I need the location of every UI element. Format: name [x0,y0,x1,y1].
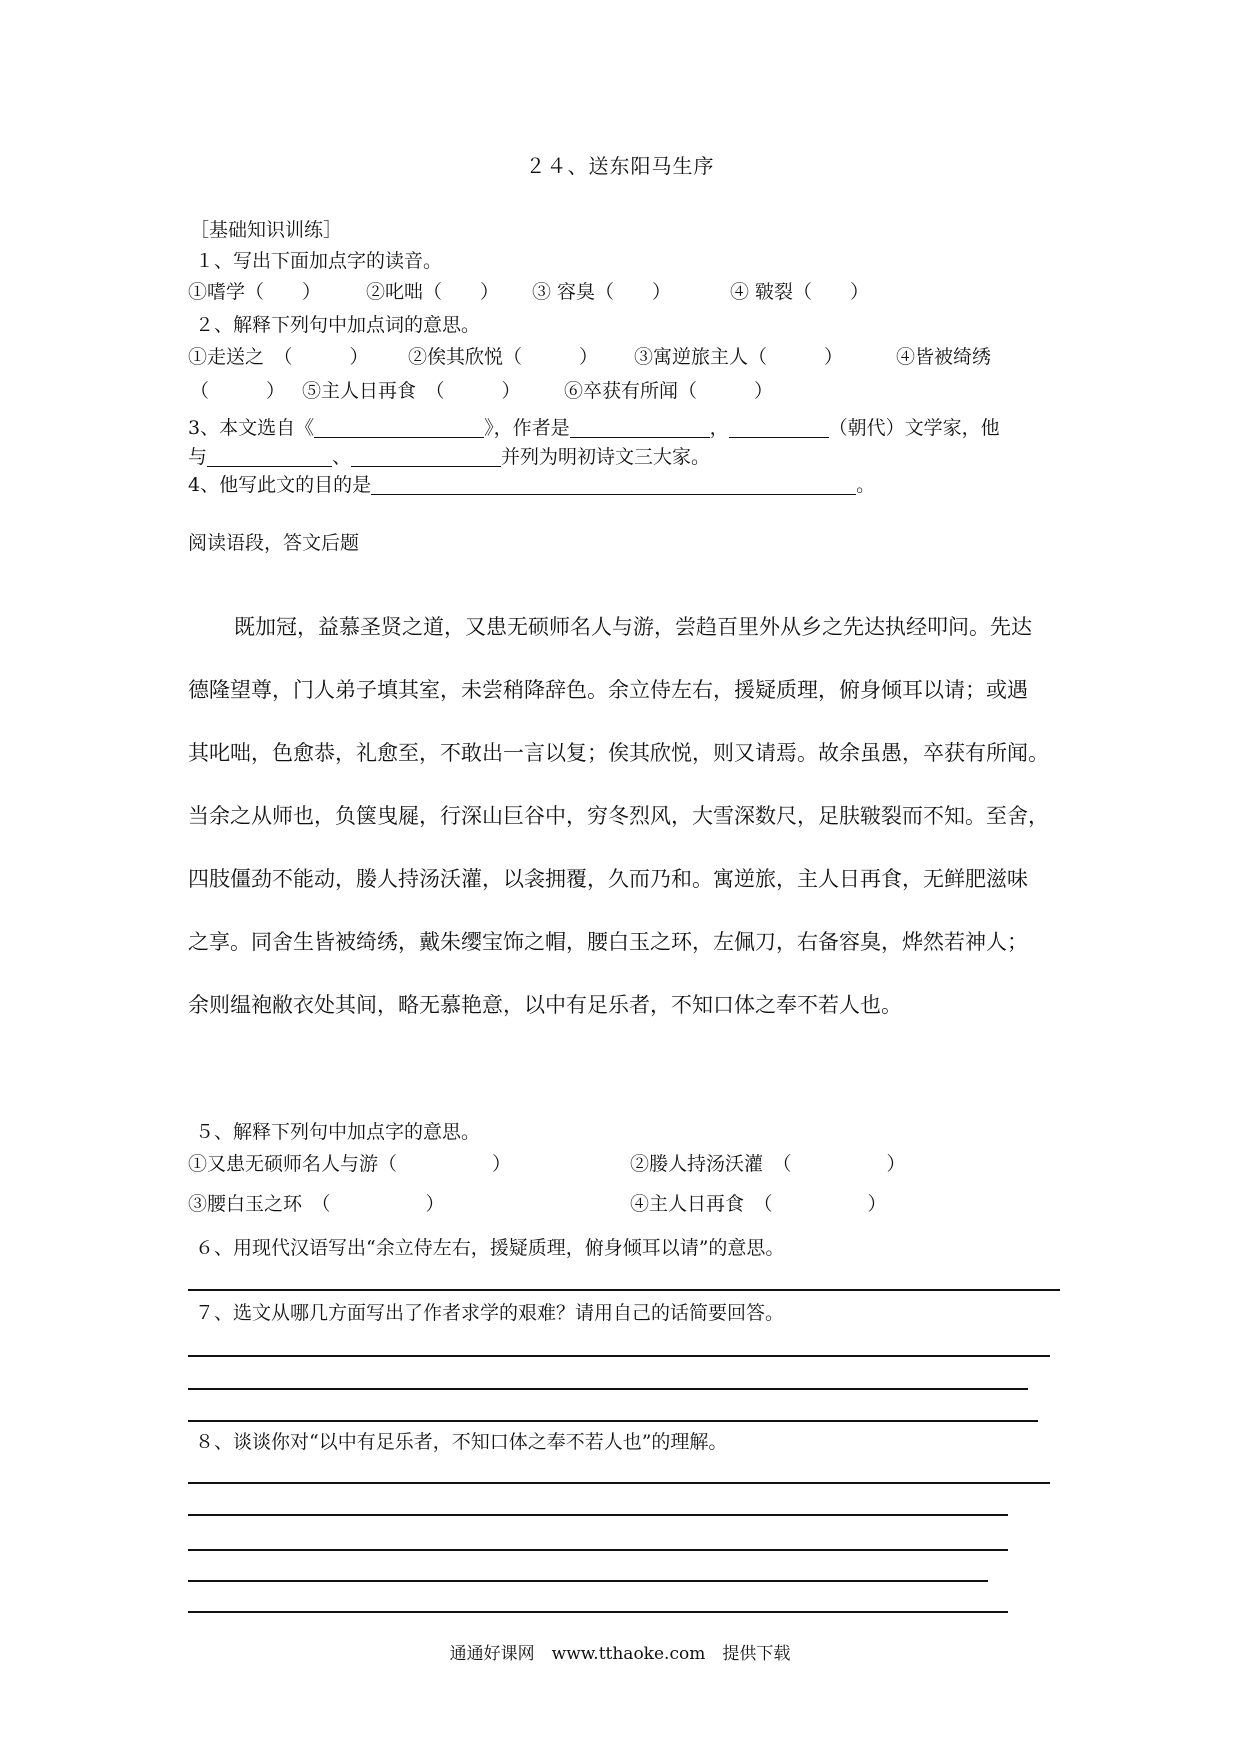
q3-text: 3、本文选自《 [188,417,315,439]
passage-line: 当余之从师也，负箧曳屣，行深山巨谷中，穷冬烈风，大雪深数尺，足肤皲裂而不知。至舍， [188,804,1049,828]
reading-passage [188,596,1058,1037]
question-2-item: ③寓逆旅主人（ ） [634,346,844,368]
page-title: ２４、送东阳马生序 [525,154,715,178]
passage-line: 之享。同舍生皆被绮绣，戴朱缨宝饰之帽，腰白玉之环，左佩刀，右备容臭，烨然若神人； [188,930,1028,954]
answer-blank[interactable] [729,417,829,438]
question-2-item: ⑥卒获有所闻（ ） [564,380,774,402]
q3-text: 与 [188,446,208,468]
q3-text: 、 [332,446,352,468]
q4-text: 。 [856,474,876,496]
question-5-item: ①又患无硕师名人与游（ ） [188,1153,512,1175]
question-5-item: ③腰白玉之环 （ ） [188,1193,445,1215]
reading-intro: 阅读语段，答文后题 [188,532,360,554]
question-2-item: ④皆被绮绣 [896,346,992,368]
question-6-prompt: ６、用现代汉语写出“余立侍左右，援疑质理，俯身倾耳以请”的意思。 [195,1237,785,1259]
answer-blank[interactable] [570,417,710,438]
footer-text: 通通好课网 www.tthaoke.com 提供下载 [449,1644,791,1664]
dotted-guide [188,1478,1048,1480]
answer-blank[interactable] [351,446,501,467]
answer-blank[interactable] [207,446,332,467]
section-header: ［基础知识训练］ [190,219,343,241]
question-1-item: ③ 容臭（ ） [532,281,672,303]
question-1-item: ②叱咄（ ） [366,281,500,303]
passage-line: 其叱咄，色愈恭，礼愈至，不敢出一言以复；俟其欣悦，则又请焉。故余虽愚，卒获有所闻。 [188,741,1049,765]
question-2-item: ①走送之 （ ） [188,346,369,368]
question-1-item: ④ 皲裂（ ） [730,281,870,303]
q3-text: 》，作者是 [484,417,570,439]
question-5-item: ②媵人持汤沃灌 （ ） [630,1153,906,1175]
answer-line[interactable] [188,1289,1060,1291]
answer-line[interactable] [188,1420,1038,1422]
question-2-item: （ ） [190,380,286,402]
answer-line[interactable] [188,1514,1008,1516]
question-4 [188,473,875,497]
passage-line: 四肢僵劲不能动，媵人持汤沃灌，以衾拥覆，久而乃和。寓逆旅，主人日再食，无鲜肥滋味 [188,867,1028,891]
question-2-item: ②俟其欣悦（ ） [408,346,599,368]
answer-line[interactable] [188,1355,1050,1357]
passage-line: 德隆望尊，门人弟子填其室，未尝稍降辞色。余立侍左右，援疑质理，俯身倾耳以请；或遇 [188,678,1028,702]
question-1-item: ①嗜学（ ） [188,281,322,303]
question-8-prompt: ８、谈谈你对“以中有足乐者，不知口体之奉不若人也”的理解。 [195,1431,728,1453]
dotted-guide [188,1545,1008,1547]
dotted-guide [188,1573,228,1575]
q4-text: 4、他写此文的目的是 [188,474,372,496]
answer-line[interactable] [188,1611,1008,1613]
question-5-item: ④主人日再食 （ ） [630,1193,887,1215]
question-5-prompt: ５、解释下列句中加点字的意思。 [195,1121,481,1143]
dotted-guide [188,1510,1008,1512]
q3-text: 并列为明初诗文三大家。 [501,446,711,468]
answer-line[interactable] [188,1549,1008,1551]
answer-blank[interactable] [371,474,856,495]
passage-line: 既加冠，益慕圣贤之道，又患无硕师名人与游，尝趋百里外从乡之先达执经叩问。先达 [234,615,1032,639]
question-7-prompt: ７、选文从哪几方面写出了作者求学的艰难？请用自己的话简要回答。 [195,1302,785,1324]
answer-line[interactable] [188,1388,1028,1390]
answer-blank[interactable] [314,417,484,438]
question-1-prompt: １、写出下面加点字的读音。 [195,250,443,272]
answer-line[interactable] [188,1580,988,1582]
answer-line[interactable] [188,1482,1050,1484]
q3-text: ， [709,417,729,439]
passage-line: 余则缊袍敝衣处其间，略无慕艳意，以中有足乐者，不知口体之奉不若人也。 [188,993,902,1017]
question-2-prompt: ２、解释下列句中加点词的意思。 [195,314,481,336]
q3-text: （朝代）文学家，他 [828,417,1000,439]
question-3-line-2 [188,445,710,469]
question-3-line-1 [188,416,1000,440]
question-2-item: ⑤主人日再食 （ ） [302,380,521,402]
